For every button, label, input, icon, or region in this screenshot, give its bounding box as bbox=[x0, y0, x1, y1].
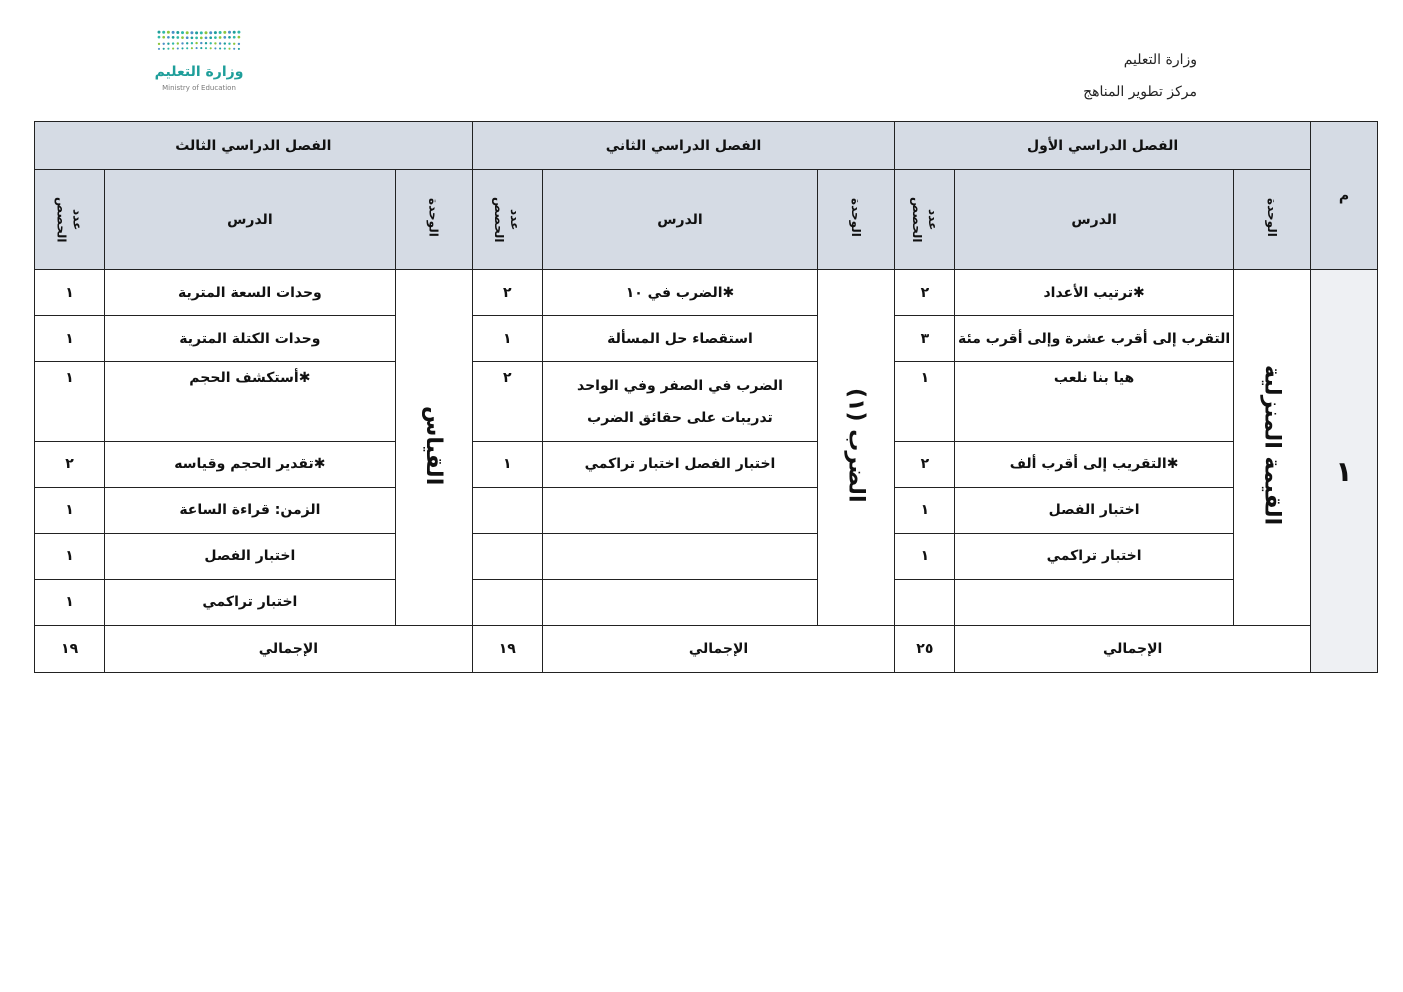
logo-dot bbox=[209, 31, 212, 34]
sem3-unit-header: الوحدة bbox=[395, 170, 472, 270]
logo-dot bbox=[233, 31, 236, 34]
sem3-total-value: ١٩ bbox=[35, 625, 105, 672]
logo-dot bbox=[195, 42, 197, 44]
logo-dot bbox=[214, 47, 216, 49]
curriculum-plan-table bbox=[34, 121, 1378, 673]
logo-dot bbox=[238, 43, 240, 45]
logo-dot bbox=[224, 48, 226, 50]
sem1-lesson-cell: هيا بنا نلعب bbox=[955, 362, 1233, 441]
logo-dot bbox=[219, 42, 221, 44]
sem1-lesson-cell bbox=[955, 579, 1233, 625]
sem3-lesson-cell: ✱تقدير الحجم وقياسه bbox=[105, 441, 395, 487]
logo-dot bbox=[191, 42, 193, 44]
sem2-count-cell bbox=[472, 579, 542, 625]
sem3-total-label: الإجمالي bbox=[105, 625, 473, 672]
logo-dot bbox=[195, 37, 198, 40]
logo-dot bbox=[237, 31, 240, 34]
sem1-lesson-cell: ✱ترتيب الأعداد bbox=[955, 270, 1233, 316]
logo-arabic-text: وزارة التعليم bbox=[154, 64, 244, 80]
logo-dot bbox=[162, 36, 165, 39]
m-header: م bbox=[1310, 122, 1377, 270]
logo-dots-icon bbox=[156, 30, 242, 54]
sem2-lesson-cell bbox=[542, 362, 817, 441]
sem2-count-cell: ١ bbox=[472, 441, 542, 487]
logo-dot bbox=[186, 47, 188, 49]
sem1-lesson-header: الدرس bbox=[955, 170, 1233, 270]
semester2-header: الفصل الدراسي الثاني bbox=[472, 122, 895, 170]
logo-dot bbox=[205, 31, 208, 34]
sem1-unit-header: الوحدة bbox=[1233, 170, 1310, 270]
sem2-total-label: الإجمالي bbox=[542, 625, 895, 672]
sem2-count-cell bbox=[472, 533, 542, 579]
logo-dot bbox=[163, 43, 165, 45]
logo-dot bbox=[228, 48, 230, 50]
logo-dot bbox=[210, 47, 212, 49]
logo-dot bbox=[190, 31, 193, 34]
sem2-unit-cell: الضرب (١) bbox=[818, 270, 895, 626]
sem3-count-header: عدد الحصص bbox=[35, 170, 105, 270]
logo-dot bbox=[181, 36, 184, 39]
sem3-count-cell: ١ bbox=[35, 316, 105, 362]
sem2-count-header: عدد الحصص bbox=[472, 170, 542, 270]
row-number: ١ bbox=[1310, 270, 1377, 673]
sem2-count-cell: ٢ bbox=[472, 270, 542, 316]
logo-dot bbox=[158, 43, 160, 45]
sem3-count-cell: ١ bbox=[35, 362, 105, 441]
sem3-count-cell: ١ bbox=[35, 487, 105, 533]
sem1-lesson-cell: التقرب إلى أقرب عشرة وإلى أقرب مئة bbox=[955, 316, 1233, 362]
sem2-total-value: ١٩ bbox=[472, 625, 542, 672]
logo-dot bbox=[214, 31, 217, 34]
sem3-lesson-cell: وحدات السعة المترية bbox=[105, 270, 395, 316]
semester1-header: الفصل الدراسي الأول bbox=[895, 122, 1311, 170]
logo-dot bbox=[167, 48, 169, 50]
logo-dot bbox=[205, 47, 207, 49]
logo-dot bbox=[228, 31, 231, 34]
logo-dot bbox=[233, 48, 235, 50]
logo-dot bbox=[191, 36, 194, 39]
sem3-lesson-cell: وحدات الكتلة المترية bbox=[105, 316, 395, 362]
sem1-count-cell: ١ bbox=[895, 362, 955, 441]
logo-dot bbox=[205, 42, 207, 44]
logo-dot bbox=[209, 36, 212, 39]
sem3-lesson-cell: اختبار تراكمي bbox=[105, 579, 395, 625]
sem1-lesson-cell: ✱التقريب إلى أقرب ألف bbox=[955, 441, 1233, 487]
logo-dot bbox=[195, 31, 198, 34]
logo-dot bbox=[238, 48, 240, 50]
logo-dot bbox=[228, 43, 230, 45]
logo-dot bbox=[196, 47, 198, 49]
logo-dot bbox=[223, 36, 226, 39]
logo-dot bbox=[172, 36, 175, 39]
sem2-lesson-cell bbox=[542, 487, 817, 533]
sem1-count-cell: ٢ bbox=[895, 441, 955, 487]
semester3-header: الفصل الدراسي الثالث bbox=[35, 122, 473, 170]
logo-dot bbox=[176, 31, 179, 34]
sem3-lesson-cell: اختبار الفصل bbox=[105, 533, 395, 579]
logo-dot bbox=[181, 47, 183, 49]
sem2-lesson-cell: استقصاء حل المسألة bbox=[542, 316, 817, 362]
sem2-unit-header: الوحدة bbox=[818, 170, 895, 270]
logo-dot bbox=[167, 36, 170, 39]
sem1-count-cell bbox=[895, 579, 955, 625]
logo-dot bbox=[233, 43, 235, 45]
sem2-lesson-line-1: الضرب في الصفر وفي الواحد bbox=[577, 378, 783, 395]
logo-dot bbox=[191, 47, 193, 49]
logo-dot bbox=[214, 36, 217, 39]
sem1-count-cell: ٢ bbox=[895, 270, 955, 316]
logo-dot bbox=[162, 31, 165, 34]
logo-dot bbox=[228, 36, 231, 39]
logo-dot bbox=[176, 36, 179, 39]
sem1-count-cell: ١ bbox=[895, 533, 955, 579]
logo-dot bbox=[200, 42, 202, 44]
sem2-lesson-cell: اختبار الفصل اختبار تراكمي bbox=[542, 441, 817, 487]
sem3-unit-cell: القياس bbox=[395, 270, 472, 626]
sem1-lesson-cell: اختبار تراكمي bbox=[955, 533, 1233, 579]
logo-dot bbox=[181, 42, 183, 44]
logo-dot bbox=[219, 47, 221, 49]
logo-dot bbox=[205, 36, 208, 39]
sem1-total-label: الإجمالي bbox=[955, 625, 1311, 672]
sem2-lesson-header: الدرس bbox=[542, 170, 817, 270]
logo-dot bbox=[172, 48, 174, 50]
sem1-total-value: ٢٥ bbox=[895, 625, 955, 672]
sem2-lesson-line-2: تدريبات على حقائق الضرب bbox=[587, 410, 773, 427]
logo-dot bbox=[158, 48, 160, 50]
sem1-count-cell: ١ bbox=[895, 487, 955, 533]
logo-dot bbox=[163, 48, 165, 50]
logo-dot bbox=[177, 42, 179, 44]
sem3-count-cell: ١ bbox=[35, 270, 105, 316]
logo-dot bbox=[186, 42, 188, 44]
logo-dot bbox=[219, 31, 222, 34]
sem2-count-cell: ١ bbox=[472, 316, 542, 362]
logo-english-text: Ministry of Education bbox=[162, 84, 236, 92]
logo-dot bbox=[219, 36, 222, 39]
ministry-title: وزارة التعليم bbox=[1123, 52, 1197, 68]
logo-dot bbox=[210, 42, 212, 44]
sem2-lesson-cell bbox=[542, 579, 817, 625]
logo-dot bbox=[238, 36, 241, 39]
logo-dot bbox=[200, 47, 202, 49]
logo-dot bbox=[158, 31, 161, 34]
logo-dot bbox=[177, 47, 179, 49]
sem1-unit-cell: القيمة المنزلية bbox=[1233, 270, 1310, 626]
sem1-lesson-cell: اختبار الفصل bbox=[955, 487, 1233, 533]
sem3-count-cell: ١ bbox=[35, 533, 105, 579]
logo-dot bbox=[223, 31, 226, 34]
curriculum-center-title: مركز تطوير المناهج bbox=[1083, 84, 1197, 100]
sem3-count-cell: ١ bbox=[35, 579, 105, 625]
logo-dot bbox=[233, 36, 236, 39]
sem2-count-cell: ٢ bbox=[472, 362, 542, 441]
sem3-lesson-cell: الزمن: قراءة الساعة bbox=[105, 487, 395, 533]
logo-dot bbox=[167, 31, 170, 34]
logo-dot bbox=[186, 36, 189, 39]
sem3-count-cell: ٢ bbox=[35, 441, 105, 487]
sem2-count-cell bbox=[472, 487, 542, 533]
sem2-lesson-cell bbox=[542, 533, 817, 579]
logo-dot bbox=[158, 36, 161, 39]
logo-dot bbox=[181, 31, 184, 34]
sem3-lesson-header: الدرس bbox=[105, 170, 395, 270]
logo-dot bbox=[200, 31, 203, 34]
logo-dot bbox=[200, 37, 203, 40]
logo-dot bbox=[172, 31, 175, 34]
logo-dot bbox=[214, 42, 216, 44]
logo-dot bbox=[172, 42, 174, 44]
sem2-lesson-cell: ✱الضرب في ١٠ bbox=[542, 270, 817, 316]
logo-dot bbox=[167, 43, 169, 45]
sem1-count-header: عدد الحصص bbox=[895, 170, 955, 270]
logo-dot bbox=[186, 31, 189, 34]
sem1-count-cell: ٣ bbox=[895, 316, 955, 362]
ministry-logo bbox=[150, 26, 250, 96]
sem3-lesson-cell: ✱أستكشف الحجم bbox=[105, 362, 395, 441]
logo-dot bbox=[224, 42, 226, 44]
